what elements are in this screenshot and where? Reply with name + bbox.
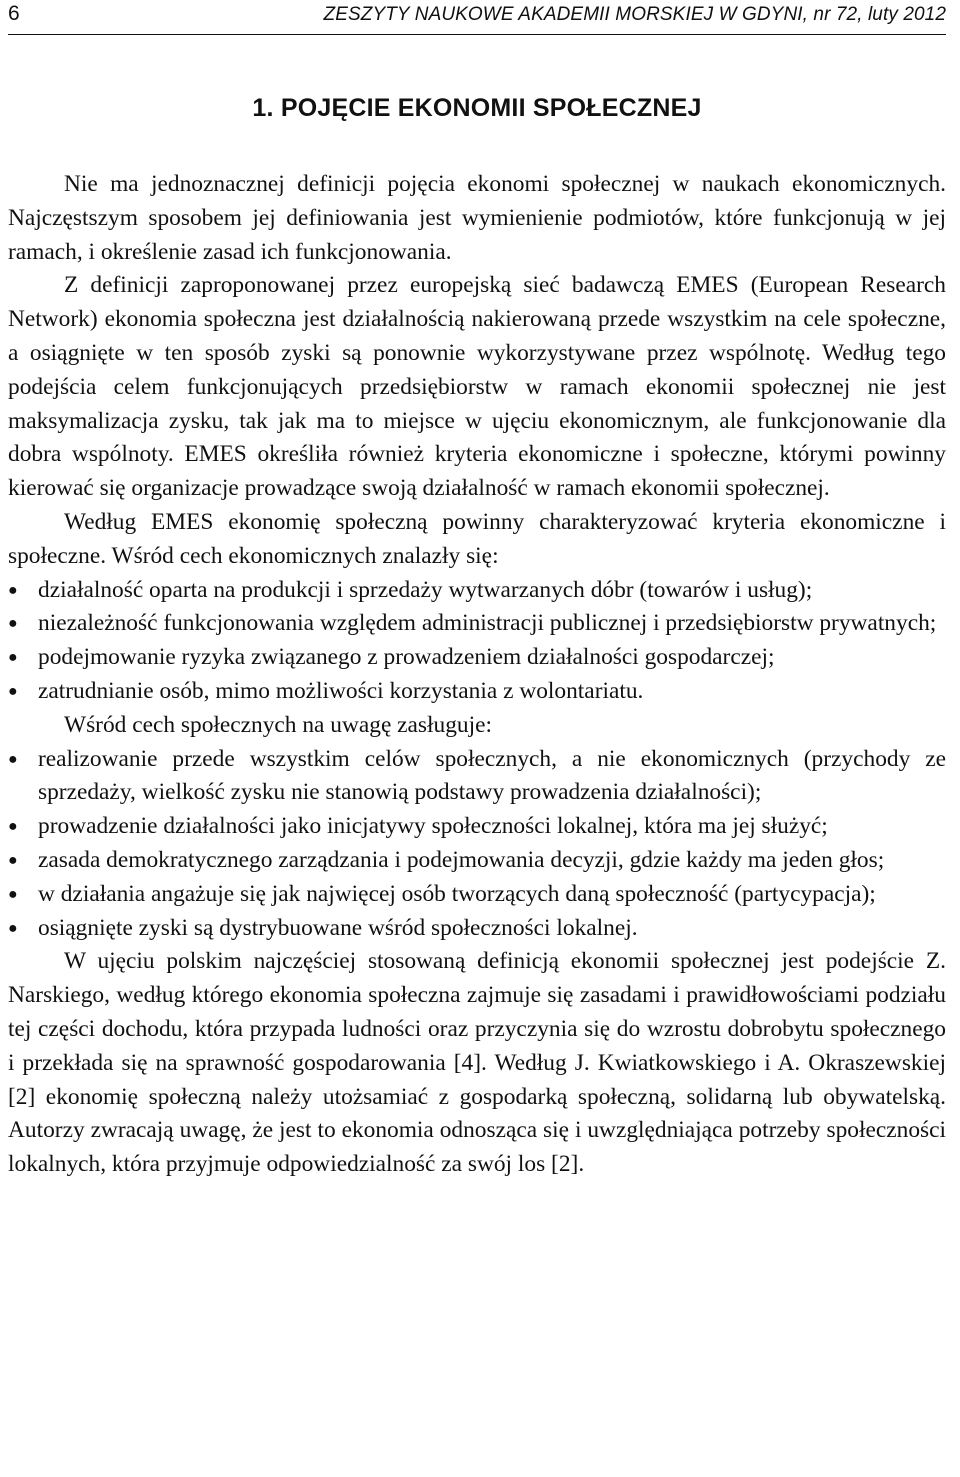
bullet-icon: ● [8, 919, 18, 937]
list-item [8, 878, 946, 912]
list-item-text: prowadzenie działalności jako inicjatywy społeczności lokalnej, która ma jej służyć; [38, 813, 828, 840]
list-item-text: zatrudnianie osób, mimo możliwości korzystania z wolontariatu. [38, 677, 644, 704]
list-item-text: osiągnięte zyski są dystrybuowane wśród społeczności lokalnej. [38, 914, 638, 941]
list-item [8, 641, 946, 675]
social-criteria-list [8, 743, 946, 946]
list-item [8, 607, 946, 641]
paragraph: Według EMES ekonomię społeczną powinny charakteryzować kryteria ekonomiczne i społeczne. Wśród cech ekonomicznych znalazły się: [8, 508, 946, 569]
bullet-icon: ● [8, 818, 18, 836]
bullet-icon: ● [8, 750, 18, 768]
bullet-icon: ● [8, 682, 18, 700]
list-item-text: działalność oparta na produkcji i sprzedaży wytwarzanych dóbr (towarów i usług); [38, 576, 813, 603]
list-item [8, 574, 946, 608]
bullet-icon: ● [8, 851, 18, 869]
list-item-text: realizowanie przede wszystkim celów społecznych, a nie ekonomicznych (przychody ze sprzedaży, wielkość zysku nie stanowią podstawy prowadzenia działalności); [38, 745, 946, 806]
list-item-text: zasada demokratycznego zarządzania i podejmowania decyzji, gdzie każdy ma jeden głos; [38, 846, 885, 873]
bullet-icon: ● [8, 885, 18, 903]
section-title: 1. POJĘCIE EKONOMII SPOŁECZNEJ [252, 94, 702, 122]
paragraph: Nie ma jednoznacznej definicji pojęcia ekonomi społecznej w naukach ekonomicznych. Najczęstszym sposobem jej definiowania jest wymienienie podmiotów, które funkcjonują w jej ramach, i określenie zasad ich funkcjonowania. [8, 171, 946, 265]
list-item-text: podejmowanie ryzyka związanego z prowadzeniem działalności gospodarczej; [38, 644, 775, 671]
list-item-text: niezależność funkcjonowania względem administracji publicznej i przedsiębiorstw prywatnych; [38, 610, 937, 637]
bullet-icon: ● [8, 649, 18, 667]
body-text [8, 168, 946, 1182]
list-item [8, 844, 946, 878]
bullet-icon: ● [8, 615, 18, 633]
list-item [8, 810, 946, 844]
list-item [8, 743, 946, 811]
list-item [8, 912, 946, 946]
page-header [8, 0, 946, 35]
running-head: ZESZYTY NAUKOWE AKADEMII MORSKIEJ W GDYNI, nr 72, luty 2012 [323, 4, 946, 25]
economic-criteria-list [8, 574, 946, 709]
page-number: 6 [8, 2, 20, 25]
bullet-icon: ● [8, 581, 18, 599]
paragraph: W ujęciu polskim najczęściej stosowaną definicją ekonomii społecznej jest podejście Z. Narskiego, według którego ekonomia społeczna zajmuje się zasadami i prawidłowościami podziału tej części dochodu, która przypada ludności oraz przyczynia się do wzrostu dobrobytu społecznego i przekłada się na sprawność gospodarowania [4]. Według J. Kwiatkowskiego i A. Okraszewskiej [2] ekonomię społeczną należy utożsamiać z gospodarką społeczną, solidarną lub obywatelską. Autorzy zwracają uwagę, że jest to ekonomia odnosząca się i uwzględniająca potrzeby społeczności lokalnych, która przyjmuje odpowiedzialność za swój los [2]. [8, 948, 946, 1178]
paragraph: Z definicji zaproponowanej przez europejską sieć badawczą EMES (European Research Network) ekonomia społeczna jest działalnością nakierowaną przede wszystkim na cele społeczne, a osiągnięte w ten sposób zyski są ponownie wykorzystywane przez wspólnotę. Według tego podejścia celem funkcjonujących przedsiębiorstw w ramach ekonomii społecznej nie jest maksymalizacja zysku, tak jak ma to miejsce w ujęciu ekonomicznym, ale funkcjonowanie dla dobra wspólnoty. EMES określiła również kryteria ekonomiczne i społeczne, którymi powinny kierować się organizacje prowadzące swoją działalność w ramach ekonomii społecznej. [8, 272, 946, 502]
list-item [8, 675, 946, 709]
list-item-text: w działania angażuje się jak najwięcej osób tworzących daną społeczność (partycypacja); [38, 880, 876, 907]
paragraph: Wśród cech społecznych na uwagę zasługuje: [64, 711, 492, 738]
